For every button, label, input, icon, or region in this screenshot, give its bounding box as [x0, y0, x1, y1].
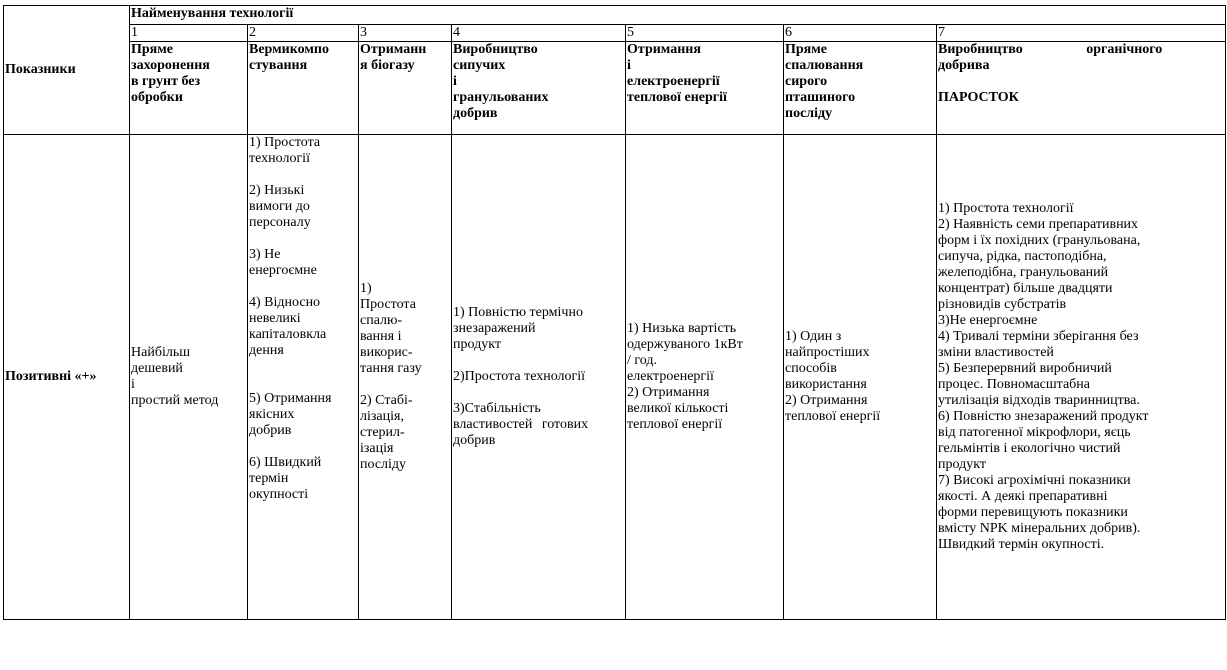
cell-line: гельмінтів і екологічно чистий	[938, 441, 1121, 456]
cell-line: 2) Стабі-	[360, 393, 413, 408]
cell-line: Простота	[360, 297, 416, 312]
cell-line: добрив	[249, 423, 292, 438]
cell-line: форм і їх похідних (гранульована,	[938, 233, 1141, 248]
cell-line: вмісту NPK мінеральних добрив).	[938, 521, 1141, 536]
column-number-row	[4, 25, 1226, 42]
cell-line: 3)Не енергоємне	[938, 313, 1038, 328]
header-line: сирого	[785, 74, 828, 89]
positive-cell-3	[359, 135, 452, 620]
cell-line: 1) Простота технології	[938, 201, 1074, 216]
cell-line: добрив	[453, 433, 496, 448]
cell-line: використання	[785, 377, 867, 392]
cell-line: утилізація відходів тваринництва.	[938, 393, 1140, 408]
header-line: пташиного	[785, 90, 856, 105]
column-number: 3	[359, 25, 452, 42]
cell-line: лізація,	[360, 409, 404, 424]
cell-line: 6) Повністю знезаражений продукт	[938, 409, 1149, 424]
cell-line: від патогенної мікрофлори, яєць	[938, 425, 1131, 440]
cell-line: енергоємне	[249, 263, 317, 278]
technology-header-3	[359, 42, 452, 135]
header-trailing: і	[627, 58, 631, 73]
cell-line: сипуча, рідка, пастоподібна,	[938, 249, 1107, 264]
cell-line: електроенергії	[627, 369, 714, 384]
group-header-row	[4, 6, 1226, 25]
header-line: Виробництво органічного	[938, 42, 1163, 57]
technology-header-7	[937, 42, 1226, 135]
group-header-label: Найменування технології	[131, 6, 294, 21]
column-number: 6	[784, 25, 937, 42]
cell-line: 5) Отримання	[249, 391, 332, 406]
cell-line: продукт	[938, 457, 986, 472]
positive-row	[4, 135, 1226, 620]
technology-comparison-table	[3, 5, 1226, 620]
header-line: електроенергії	[627, 74, 720, 89]
cell-line: термін	[249, 471, 289, 486]
cell-line: 1)	[360, 281, 372, 296]
line-gap	[360, 377, 449, 393]
cell-line: Найбільш	[131, 345, 190, 360]
cell-line: невеликі	[249, 311, 301, 326]
header-line: теплової енергії	[627, 90, 727, 105]
cell-line: зміни властивостей	[938, 345, 1054, 360]
cell-line: концентрат) більше двадцяти	[938, 281, 1113, 296]
cell-line: 3) Не	[249, 247, 281, 262]
cell-line: / год.	[627, 353, 658, 368]
line-gap	[249, 359, 356, 391]
technology-header-5	[626, 42, 784, 135]
cell-line: ізація	[360, 441, 394, 456]
cell-line: посліду	[360, 457, 407, 472]
cell-line: 7) Високі агрохімічні показники	[938, 473, 1131, 488]
header-line: Отримання	[627, 42, 701, 57]
cell-trailing: і	[131, 377, 135, 392]
cell-line: 1) Повністю термічно	[453, 305, 583, 320]
column-number: 2	[248, 25, 359, 42]
positive-cell-6	[784, 135, 937, 620]
header-line: Вермикомпо	[249, 42, 329, 57]
line-gap	[249, 439, 356, 455]
header-line: Пряме	[131, 42, 173, 57]
column-number: 7	[937, 25, 1226, 42]
cell-line: 2)Простота технології	[453, 369, 586, 384]
header-line: Виробництво	[453, 42, 538, 57]
cell-line: дешевий	[131, 361, 183, 376]
cell-line: викорис-	[360, 345, 413, 360]
cell-line: одержуваного 1кВт	[627, 337, 743, 352]
cell-line: стерил-	[360, 425, 405, 440]
cell-line: якості. А деякі препаративні	[938, 489, 1108, 504]
cell-line: простий метод	[131, 393, 219, 408]
cell-line: вання і	[360, 329, 402, 344]
column-number: 1	[130, 25, 248, 42]
line-gap	[249, 167, 356, 183]
line-gap	[249, 279, 356, 295]
header-line: сипучих	[453, 58, 506, 73]
header-line: добрива	[938, 58, 990, 73]
positive-cell-4	[452, 135, 626, 620]
cell-line: знезаражений	[453, 321, 536, 336]
header-line: гранульованих	[453, 90, 549, 105]
row-header-label: Показники	[5, 62, 76, 77]
cell-line: технології	[249, 151, 310, 166]
cell-line: 2) Отримання	[627, 385, 710, 400]
cell-line: 1) Один з	[785, 329, 842, 344]
brand-name: ПАРОСТОК	[938, 90, 1019, 105]
cell-line: 4) Відносно	[249, 295, 321, 310]
cell-line: якісних	[249, 407, 295, 422]
technology-header-1	[130, 42, 248, 135]
cell-line: капіталовкла	[249, 327, 327, 342]
positive-row-label: Позитивні «+»	[5, 369, 97, 384]
cell-line: великої кількості	[627, 401, 729, 416]
header-line: Пряме	[785, 42, 827, 57]
header-line: стування	[249, 58, 308, 73]
cell-line: способів	[785, 361, 837, 376]
cell-line: персоналу	[249, 215, 311, 230]
cell-line: теплової енергії	[627, 417, 723, 432]
cell-line: форми перевищують показники	[938, 505, 1128, 520]
positive-cell-7	[937, 135, 1226, 620]
cell-line: 2) Отримання	[785, 393, 868, 408]
header-line-justified	[131, 74, 245, 90]
cell-line: 3)Стабільність	[453, 401, 541, 416]
cell-line: 1) Низька вартість	[627, 321, 737, 336]
header-line: обробки	[131, 90, 183, 105]
cell-line: Швидкий термін окупності.	[938, 537, 1105, 552]
header-line: в грунт без	[131, 74, 201, 89]
technology-header-4	[452, 42, 626, 135]
cell-line: спалю-	[360, 313, 403, 328]
header-line: я біогазу	[360, 58, 415, 73]
cell-line: продукт	[453, 337, 501, 352]
header-line: Отриманн	[360, 42, 427, 57]
header-line: захоронення	[131, 58, 210, 73]
line-gap	[453, 385, 623, 401]
cell-line: теплової енергії	[785, 409, 881, 424]
cell-line: різновидів субстратів	[938, 297, 1067, 312]
header-trailing: і	[453, 74, 457, 89]
cell-line: найпростіших	[785, 345, 870, 360]
group-header-cell	[130, 6, 1226, 25]
cell-line: дення	[249, 343, 284, 358]
header-line-with-trailing	[627, 42, 781, 74]
cell-line: процес. Повномасштабна	[938, 377, 1091, 392]
header-line-with-trailing	[453, 58, 623, 90]
cell-line: 1) Простота	[249, 135, 321, 150]
header-line: посліду	[785, 106, 833, 121]
cell-line: 2) Низькі	[249, 183, 305, 198]
positive-cell-1	[130, 135, 248, 620]
row-header-cell	[4, 6, 130, 135]
cell-line: властивостей готових	[453, 417, 589, 432]
header-line: спалювання	[785, 58, 864, 73]
header-line: добрив	[453, 106, 498, 121]
cell-line: 6) Швидкий	[249, 455, 322, 470]
positive-cell-5	[626, 135, 784, 620]
technology-header-6	[784, 42, 937, 135]
positive-row-label-cell	[4, 135, 130, 620]
cell-line: 5) Безперервний виробничий	[938, 361, 1112, 376]
line-gap	[249, 231, 356, 247]
cell-line-with-trailing	[131, 361, 245, 393]
cell-line: 4) Тривалі терміни зберігання без	[938, 329, 1139, 344]
column-number: 4	[452, 25, 626, 42]
cell-line: вимоги до	[249, 199, 310, 214]
positive-cell-2	[248, 135, 359, 620]
technology-name-row	[4, 42, 1226, 135]
cell-line: окупності	[249, 487, 309, 502]
line-gap	[453, 353, 623, 369]
cell-line: желеподібна, гранульований	[938, 265, 1109, 280]
cell-line: тання газу	[360, 361, 422, 376]
column-number: 5	[626, 25, 784, 42]
cell-line: 2) Наявність семи препаративних	[938, 217, 1139, 232]
technology-header-2	[248, 42, 359, 135]
